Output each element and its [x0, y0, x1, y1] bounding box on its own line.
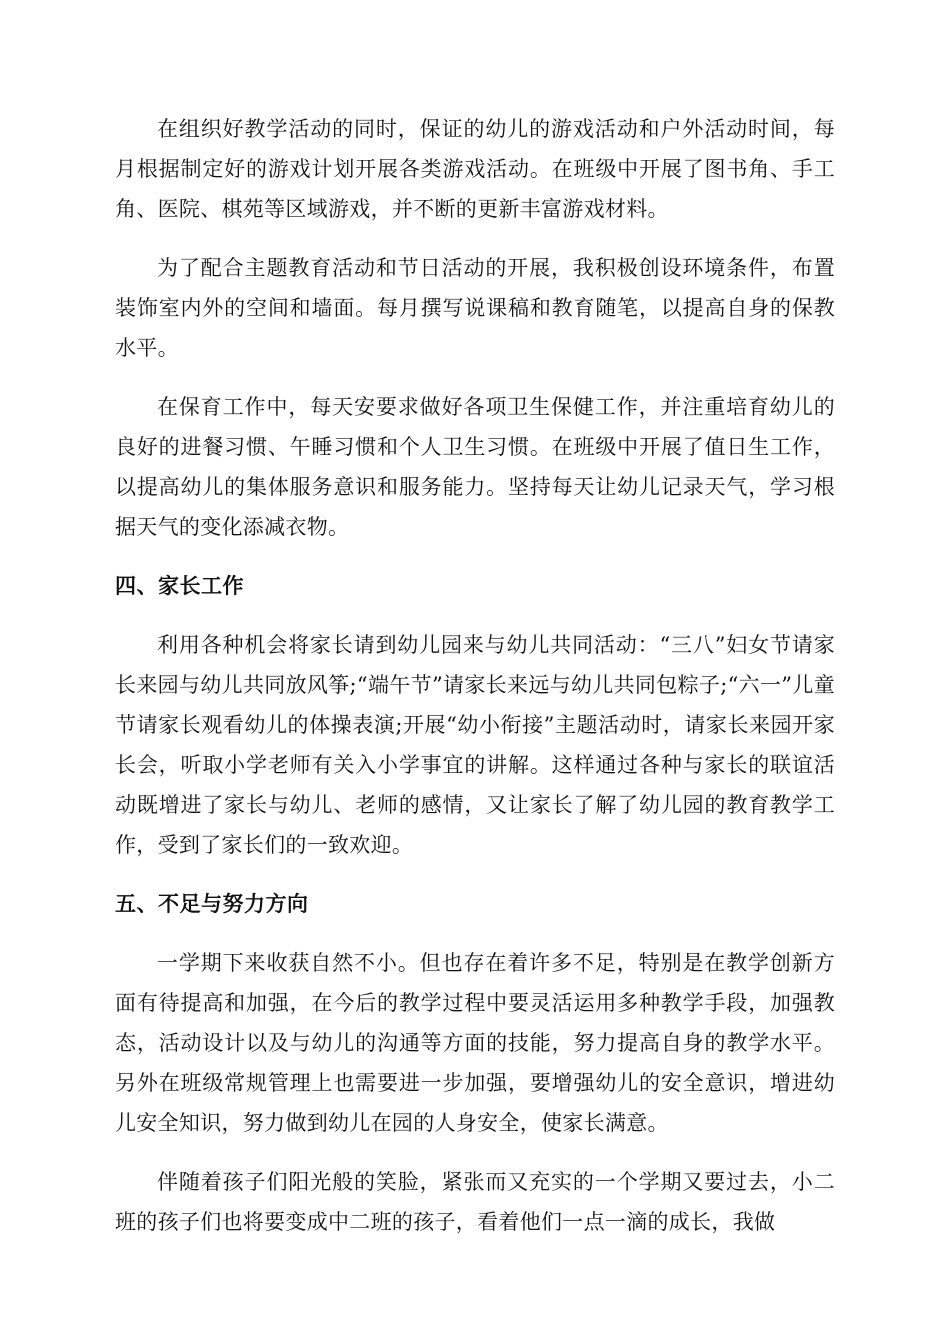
paragraph-spacer: [115, 606, 835, 625]
paragraph-closing: 伴随着孩子们阳光般的笑脸，紧张而又充实的一个学期又要过去，小二班的孩子们也将要变成中二班的孩子，看着他们一点一滴的成长，我做: [115, 1170, 835, 1234]
paragraph-care-work: 在保育工作中，每天安要求做好各项卫生保健工作，并注重培育幼儿的良好的进餐习惯、午睡习惯和个人卫生习惯。在班级中开展了值日生工作，以提高幼儿的集体服务意识和服务能力。坚持每天让幼儿记录天气，学习根据天气的变化添减衣物。: [115, 395, 835, 539]
paragraph-spacer: [115, 547, 835, 566]
document-body: [115, 109, 835, 1242]
paragraph-game-activities: 在组织好教学活动的同时，保证的幼儿的游戏活动和户外活动时间，每月根据制定好的游戏计划开展各类游戏活动。在班级中开展了图书角、手工角、医院、棋苑等区域游戏，并不断的更新丰富游戏材料。: [115, 117, 835, 221]
paragraph-spacer: [115, 865, 835, 884]
section-heading-shortcomings: 五、不足与努力方向: [115, 892, 309, 916]
paragraph-spacer: [115, 924, 835, 943]
section-heading-parent-work: 四、家长工作: [115, 574, 244, 598]
paragraph-parent-work: 利用各种机会将家长请到幼儿园来与幼儿共同活动：“三八”妇女节请家长来园与幼儿共同放风筝;“端午节”请家长来远与幼儿共同包粽子;“六一”儿童节请家长观看幼儿的体操表演;开展“幼小衔接”主题活动时，请家长来园开家长会，听取小学老师有关入小学事宜的讲解。这样通过各种与家长的联谊活动既增进了家长与幼儿、老师的感情，又让家长了解了幼儿园的教育教学工作，受到了家长们的一致欢迎。: [115, 633, 835, 857]
paragraph-spacer: [115, 1143, 835, 1162]
paragraph-environment: 为了配合主题教育活动和节日活动的开展，我积极创设环境条件，布置装饰室内外的空间和墙面。每月撰写说课稿和教育随笔，以提高自身的保教水平。: [115, 256, 835, 360]
paragraph-shortcomings: 一学期下来收获自然不小。但也存在着许多不足，特别是在教学创新方面有待提高和加强，在今后的教学过程中要灵活运用多种教学手段，加强教态，活动设计以及与幼儿的沟通等方面的技能，努力提高自身的教学水平。另外在班级常规管理上也需要进一步加强，要增强幼儿的安全意识，增进幼儿安全知识，努力做到幼儿在园的人身安全，使家长满意。: [115, 951, 835, 1135]
paragraph-spacer: [115, 229, 835, 248]
paragraph-spacer: [115, 368, 835, 387]
